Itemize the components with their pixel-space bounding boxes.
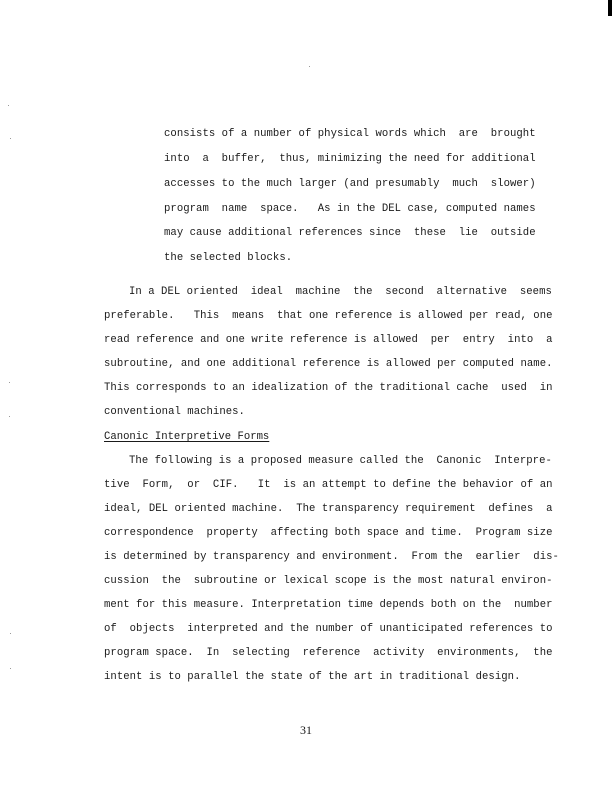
text-line: the selected blocks. — [164, 252, 293, 264]
scan-speck — [9, 382, 10, 383]
text-line: accesses to the much larger (and presumably much slower) — [164, 178, 536, 190]
text-line: tive Form, or CIF. It is an attempt to define the behavior of an — [104, 479, 553, 491]
text-line: correspondence property affecting both space and time. Program size — [104, 527, 553, 539]
text-line: subroutine, and one additional reference is allowed per computed name. — [104, 358, 553, 370]
text-line: intent is to parallel the state of the art in traditional design. — [104, 671, 521, 683]
text-line: This corresponds to an idealization of the traditional cache used in — [104, 382, 553, 394]
text-line: preferable. This means that one reference is allowed per read, one — [104, 310, 553, 322]
text-line: ideal, DEL oriented machine. The transparency requirement defines a — [104, 503, 553, 515]
text-line: program space. In selecting reference activity environments, the — [104, 647, 553, 659]
text-line: into a buffer, thus, minimizing the need for additional — [164, 153, 536, 165]
scan-speck — [8, 105, 9, 106]
text-line: cussion the subroutine or lexical scope is the most natural environ- — [104, 575, 553, 587]
text-line: conventional machines. — [104, 406, 245, 418]
page-number: 31 — [300, 723, 312, 737]
section-heading: Canonic Interpretive Forms — [104, 431, 270, 443]
text-line: read reference and one write reference is allowed per entry into a — [104, 334, 553, 346]
text-line: In a DEL oriented ideal machine the second alternative seems — [129, 286, 552, 298]
text-line: ment for this measure. Interpretation time depends both on the number — [104, 599, 553, 611]
text-line: program name space. As in the DEL case, computed names — [164, 203, 536, 215]
scan-speck — [10, 633, 11, 634]
text-line: consists of a number of physical words which are brought — [164, 128, 536, 140]
scan-speck — [9, 416, 10, 417]
scan-speck — [10, 668, 11, 669]
text-line: of objects interpreted and the number of unanticipated references to — [104, 623, 553, 635]
text-line: The following is a proposed measure called the Canonic Interpre- — [129, 455, 552, 467]
scan-speck — [10, 138, 11, 139]
scan-speck — [309, 66, 310, 67]
scan-corner-mark — [608, 0, 612, 16]
text-line: is determined by transparency and environment. From the earlier dis- — [104, 551, 559, 563]
text-line: may cause additional references since these lie outside — [164, 227, 536, 239]
